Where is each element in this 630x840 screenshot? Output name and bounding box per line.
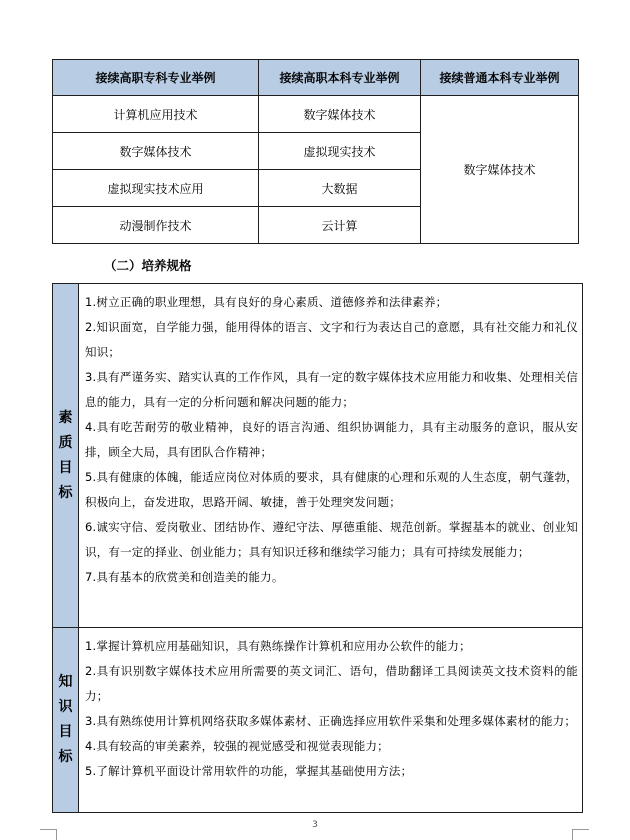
table-cell: 动漫制作技术: [53, 207, 259, 244]
table-cell: 计算机应用技术: [53, 96, 259, 133]
header-regular-bachelor: 接续普通本科专业举例: [421, 60, 579, 96]
list-item: 5.了解计算机平面设计常用软件的功能，掌握其基础使用方法；: [85, 764, 413, 778]
section-heading: （二）培养规格: [104, 258, 192, 273]
table-cell: 虚拟现实技术: [259, 133, 421, 170]
list-item: 4.具有较高的审美素养，较强的视觉感受和视觉表现能力；: [85, 739, 389, 753]
training-spec-table: [52, 283, 583, 813]
table-cell-merged: 数字媒体技术: [421, 96, 579, 244]
knowledge-goal-label: 知 识 目 标: [53, 628, 79, 813]
knowledge-goal-content: [79, 628, 583, 813]
header-vocational-college: 接续高职专科专业举例: [53, 60, 259, 96]
continuation-majors-table: [52, 59, 579, 244]
list-item: 3.具有严谨务实、踏实认真的工作作风，具有一定的数字媒体技术应用能力和收集、处理相关信息的能力，具有一定的分析问题和解决问题的能力；: [85, 370, 578, 409]
table-cell: 云计算: [259, 207, 421, 244]
list-item: 2.具有识别数字媒体技术应用所需要的英文词汇、语句，借助翻译工具阅读英文技术资料的能力；: [85, 664, 578, 703]
page-number: 3: [312, 820, 318, 830]
list-item: 1.掌握计算机应用基础知识，具有熟练操作计算机和应用办公软件的能力；: [85, 639, 471, 653]
table-cell: 虚拟现实技术应用: [53, 170, 259, 207]
list-item: 5.具有健康的体魄，能适应岗位对体质的要求，具有健康的心理和乐观的人生态度，朝气蓬勃，积极向上，奋发进取，思路开阔、敏捷，善于处理突发问题；: [85, 470, 578, 509]
table-cell: 数字媒体技术: [53, 133, 259, 170]
list-item: 4.具有吃苦耐劳的敬业精神，良好的语言沟通、组织协调能力，具有主动服务的意识，服从安排，顾全大局，具有团队合作精神；: [85, 420, 578, 459]
list-item: 2.知识面宽，自学能力强，能用得体的语言、文字和行为表达自己的意愿，具有社交能力和礼仪知识；: [85, 320, 578, 359]
table-cell: 大数据: [259, 170, 421, 207]
header-vocational-bachelor: 接续高职本科专业举例: [259, 60, 421, 96]
crop-mark-right: [572, 829, 589, 840]
crop-mark-left: [40, 829, 57, 840]
list-item: 1.树立正确的职业理想，具有良好的身心素质、道德修养和法律素养；: [85, 295, 448, 309]
quality-goal-label: 素 质 目 标: [53, 284, 79, 628]
list-item: 7.具有基本的欣赏美和创造美的能力。: [85, 570, 284, 584]
quality-goal-content: [79, 284, 583, 628]
list-item: 6.诚实守信、爱岗敬业、团结协作、遵纪守法、厚德重能、规范创新。掌握基本的就业、创业知识，有一定的择业、创业能力；具有知识迁移和继续学习能力；具有可持续发展能力；: [85, 520, 578, 559]
list-item: 3.具有熟练使用计算机网络获取多媒体素材、正确选择应用软件采集和处理多媒体素材的能力；: [85, 714, 577, 728]
table-cell: 数字媒体技术: [259, 96, 421, 133]
